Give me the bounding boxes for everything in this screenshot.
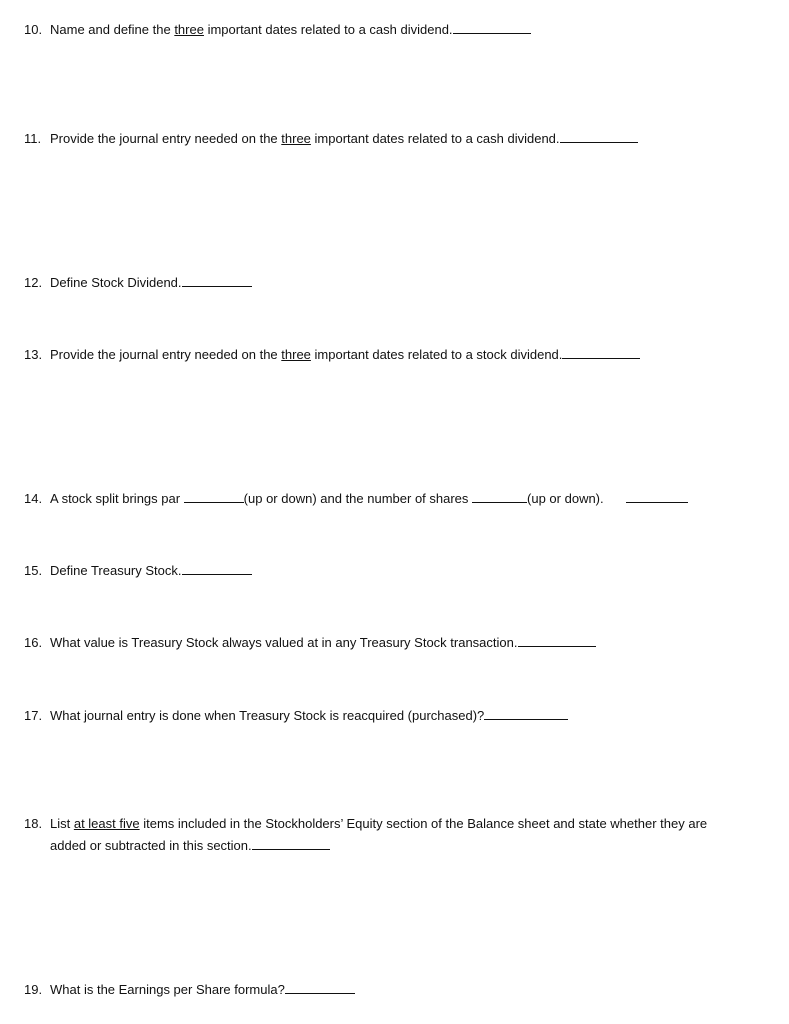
question-text: Name and define the xyxy=(50,22,175,37)
question-text: Define Treasury Stock. xyxy=(50,563,182,578)
answer-blank-shares[interactable] xyxy=(472,490,527,503)
question-number: 19. xyxy=(24,982,43,997)
question-text: important dates related to a stock dividend. xyxy=(310,347,563,362)
question-13 xyxy=(24,344,779,366)
question-16 xyxy=(24,632,779,654)
question-text: What is the Earnings per Share formula? xyxy=(50,982,285,997)
question-text: items included in the Stockholders’ Equity section of the Balance sheet and state whether they are xyxy=(139,816,708,831)
answer-blank[interactable] xyxy=(252,837,330,850)
answer-blank[interactable] xyxy=(562,346,640,359)
answer-blank[interactable] xyxy=(453,21,531,34)
question-number: 10. xyxy=(24,22,43,37)
question-number: 17. xyxy=(24,708,43,723)
question-text: Define Stock Dividend. xyxy=(50,275,182,290)
question-emphasis: three xyxy=(174,22,204,37)
question-11 xyxy=(24,128,779,150)
answer-blank[interactable] xyxy=(182,274,252,287)
question-text: Provide the journal entry needed on the xyxy=(50,131,282,146)
question-emphasis: three xyxy=(281,347,311,362)
question-text: (up or down) and the number of shares xyxy=(243,491,473,506)
question-emphasis: three xyxy=(281,131,311,146)
question-text: A stock split brings par xyxy=(50,491,184,506)
answer-blank[interactable] xyxy=(518,634,596,647)
answer-blank[interactable] xyxy=(560,130,638,143)
question-text: (up or down). xyxy=(527,491,604,506)
question-number: 11. xyxy=(24,131,42,146)
question-number: 15. xyxy=(24,563,43,578)
question-text: What journal entry is done when Treasury Stock is reacquired (purchased)? xyxy=(50,708,485,723)
answer-blank-par[interactable] xyxy=(184,490,244,503)
question-number: 14. xyxy=(24,491,43,506)
question-19 xyxy=(24,979,779,1001)
answer-blank[interactable] xyxy=(626,490,688,503)
question-12 xyxy=(24,272,779,294)
question-14 xyxy=(24,488,779,510)
question-text-continued: added or subtracted in this section. xyxy=(50,838,252,853)
question-text: List xyxy=(50,816,74,831)
question-number: 12. xyxy=(24,275,43,290)
question-emphasis: at least five xyxy=(73,816,140,831)
question-number: 18. xyxy=(24,816,43,831)
question-10 xyxy=(24,19,779,41)
question-text: important dates related to a cash dividend. xyxy=(203,22,453,37)
question-17 xyxy=(24,705,779,727)
question-number: 13. xyxy=(24,347,43,362)
question-text: What value is Treasury Stock always valued at in any Treasury Stock transaction. xyxy=(50,635,518,650)
question-15 xyxy=(24,560,779,582)
answer-blank[interactable] xyxy=(484,707,568,720)
question-18 xyxy=(24,813,779,857)
question-text: important dates related to a cash dividend. xyxy=(310,131,560,146)
answer-blank[interactable] xyxy=(182,562,252,575)
question-text: Provide the journal entry needed on the xyxy=(50,347,282,362)
question-number: 16. xyxy=(24,635,43,650)
answer-blank[interactable] xyxy=(285,981,355,994)
